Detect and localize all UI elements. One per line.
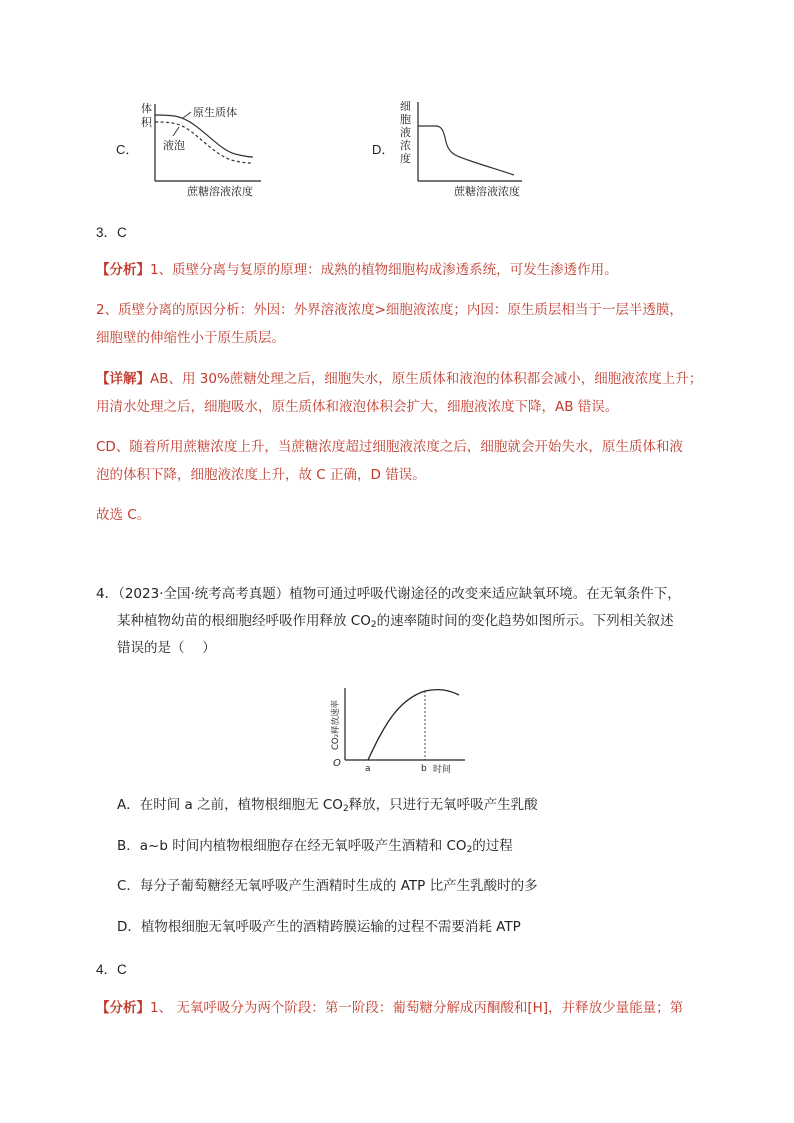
option-c-graph bbox=[135, 98, 265, 198]
subscript-2: 2 bbox=[466, 845, 473, 855]
y-axis-label: CO₂释放速率 bbox=[331, 699, 341, 750]
y-axis-label-char2: 积 bbox=[141, 116, 152, 129]
q3-answer: 3．C bbox=[96, 225, 127, 240]
question-number: 4． bbox=[96, 586, 119, 602]
option-d-label: D． bbox=[372, 142, 395, 157]
cell-sap-concentration-curve bbox=[418, 126, 514, 175]
co2-release-rate-graph bbox=[325, 686, 470, 776]
q3-detail-p2-line1: CD、随着所用蔗糖浓度上升，当蔗糖浓度超过细胞液浓度之后，细胞就会开始失水，原生质体和液 bbox=[96, 439, 683, 455]
subscript-2: 2 bbox=[342, 804, 349, 814]
option-d-graph bbox=[396, 98, 526, 198]
q4-option-a bbox=[117, 795, 538, 819]
origin-label: O bbox=[333, 758, 341, 769]
q4-option-d: D．植物根细胞无氧呼吸产生的酒精跨膜运输的过程不需要消耗 ATP bbox=[117, 919, 521, 935]
detail-text: AB、用 30%蔗糖处理之后，细胞失水，原生质体和液泡的体积都会减小，细胞液浓度上升； bbox=[150, 371, 703, 387]
option-a-text-cont: 释放，只进行无氧呼吸产生乳酸 bbox=[348, 797, 538, 813]
q4-answer: 4．C bbox=[96, 962, 127, 977]
q3-analysis-p2-line1: 2、质壁分离的原因分析：外因：外界溶液浓度>细胞液浓度；内因：原生质层相当于一层半透膜， bbox=[96, 302, 683, 318]
detail-tag: 【详解】 bbox=[96, 371, 150, 387]
q4-stem-line3: 错误的是（ ） bbox=[117, 640, 216, 656]
y-axis-label bbox=[400, 100, 411, 165]
stem-text: 某种植物幼苗的根细胞经呼吸作用释放 CO bbox=[117, 613, 371, 629]
stem-text-cont: 的速率随时间的变化趋势如图所示。下列相关叙述 bbox=[376, 613, 674, 629]
vacuole-label: 液泡 bbox=[163, 139, 185, 152]
co2-rate-curve bbox=[368, 690, 459, 760]
q3-detail-p1-line1 bbox=[96, 369, 702, 389]
protoplast-leader bbox=[183, 112, 191, 118]
q4-stem-line2 bbox=[117, 611, 674, 635]
analysis-tag: 【分析】 bbox=[96, 1000, 150, 1016]
q4-option-c: C．每分子葡萄糖经无氧呼吸产生酒精时生成的 ATP 比产生乳酸时的多 bbox=[117, 878, 538, 894]
y-axis-label-char: 液 bbox=[400, 126, 411, 139]
question-text: 植物可通过呼吸代谢途径的改变来适应缺氧环境。在无氧条件下， bbox=[289, 586, 681, 602]
y-axis-label-char: 细 bbox=[400, 100, 411, 113]
question-source: （2023·全国·统考高考真题） bbox=[118, 586, 290, 602]
y-axis-label-char: 度 bbox=[400, 152, 411, 165]
q4-stem-line1 bbox=[96, 584, 681, 604]
q3-conclusion: 故选 C。 bbox=[96, 507, 151, 523]
y-axis-label-char: 浓 bbox=[400, 139, 411, 152]
option-b-text: B．a~b 时间内植物根细胞存在经无氧呼吸产生酒精和 CO bbox=[117, 838, 467, 854]
subscript-2: 2 bbox=[370, 620, 377, 630]
vacuole-leader bbox=[173, 127, 179, 136]
option-a-text: A．在时间 a 之前，植物根细胞无 CO bbox=[117, 797, 343, 813]
q3-analysis-p2-line2: 细胞壁的伸缩性小于原生质层。 bbox=[96, 330, 285, 346]
analysis-text: 1、 无氧呼吸分为两个阶段：第一阶段：葡萄糖分解成丙酮酸和[H]，并释放少量能量；第 bbox=[150, 1000, 684, 1016]
option-b-text-cont: 的过程 bbox=[472, 838, 513, 854]
option-c-label: C． bbox=[116, 142, 139, 157]
q4-analysis-p1 bbox=[96, 998, 683, 1018]
x-axis-label: 蔗糖溶液浓度 bbox=[187, 185, 253, 198]
tick-b-label: b bbox=[421, 764, 427, 774]
y-axis-label-char1: 体 bbox=[141, 102, 152, 115]
tick-a-label: a bbox=[365, 764, 371, 774]
x-axis-label: 蔗糖溶液浓度 bbox=[454, 185, 520, 198]
analysis-text: 1、质壁分离与复原的原理：成熟的植物细胞构成渗透系统，可发生渗透作用。 bbox=[150, 262, 618, 278]
analysis-tag: 【分析】 bbox=[96, 262, 150, 278]
x-axis-label: 时间 bbox=[433, 765, 452, 775]
y-axis-label-char: 胞 bbox=[400, 113, 411, 126]
protoplast-label: 原生质体 bbox=[193, 106, 237, 119]
q3-analysis-p1 bbox=[96, 260, 618, 280]
q3-detail-p2-line2: 泡的体积下降，细胞液浓度上升，故 C 正确，D 错误。 bbox=[96, 467, 426, 483]
q3-detail-p1-line2: 用清水处理之后，细胞吸水，原生质体和液泡体积会扩大，细胞液浓度下降，AB 错误。 bbox=[96, 399, 619, 415]
q4-option-b bbox=[117, 836, 513, 860]
